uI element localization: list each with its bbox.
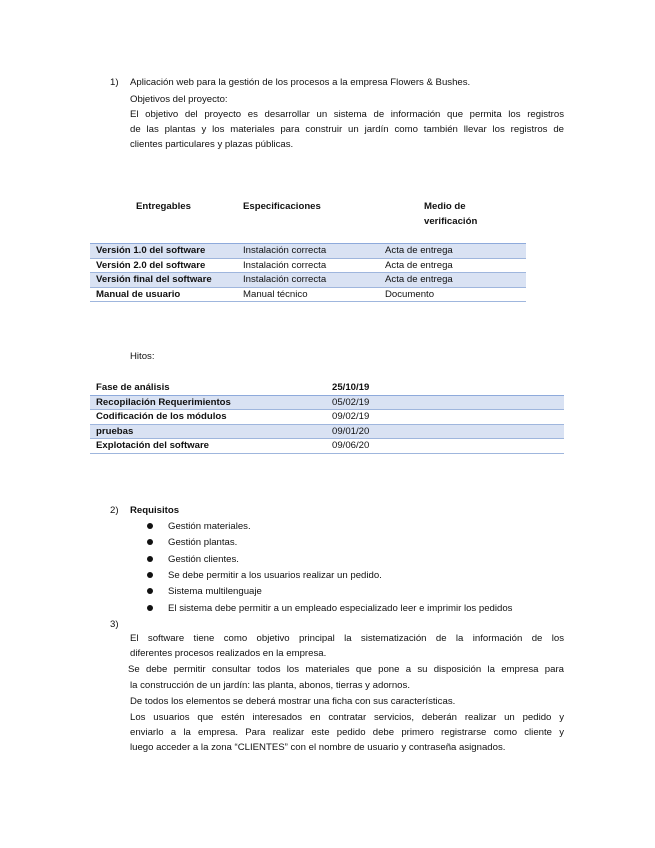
bullet-icon xyxy=(147,605,153,611)
bullet-icon xyxy=(147,539,153,545)
objective-line-2: de las plantas y los materiales para construir un jardín como también llevar los registros de xyxy=(130,124,564,135)
phase-cell: Codificación de los módulos xyxy=(90,410,326,425)
section-3-line-2: diferentes procesos realizados en la empresa. xyxy=(130,648,327,659)
spec-cell: Instalación correcta xyxy=(237,244,379,259)
requirement-item: El sistema debe permitir a un empleado especializado leer e imprimir los pedidos xyxy=(168,603,513,614)
deliverables-table xyxy=(90,243,526,302)
requirement-item: Gestión clientes. xyxy=(168,554,239,565)
verification-cell: Acta de entrega xyxy=(379,244,526,259)
milestones-label: Hitos: xyxy=(130,351,155,362)
bullet-icon xyxy=(147,572,153,578)
bullet-icon xyxy=(147,556,153,562)
requirement-item: Gestión plantas. xyxy=(168,537,238,548)
spec-cell: Manual técnico xyxy=(237,287,379,302)
bullet-icon xyxy=(147,588,153,594)
milestones-header-row xyxy=(90,381,564,395)
phase-cell: Explotación del software xyxy=(90,439,326,454)
deliverable-cell: Versión final del software xyxy=(90,273,237,288)
table-row xyxy=(90,410,564,425)
table-row xyxy=(90,273,526,288)
section-3-line-6: Los usuarios que estén interesados en contratar servicios, deberán realizar un pedido y xyxy=(130,712,564,723)
phase-cell: Recopilación Requerimientos xyxy=(90,395,326,410)
deliverable-cell: Versión 1.0 del software xyxy=(90,244,237,259)
header-verification-line-1: Medio de xyxy=(424,201,466,212)
header-verification-line-2: verificación xyxy=(424,216,478,227)
table-row xyxy=(90,244,526,259)
requirement-item: Se debe permitir a los usuarios realizar un pedido. xyxy=(168,570,382,581)
date-cell: 09/02/19 xyxy=(326,410,564,425)
objectives-label: Objetivos del proyecto: xyxy=(130,94,228,105)
section-2-title: Requisitos xyxy=(130,505,180,516)
table-row xyxy=(90,439,564,454)
section-3-line-8: luego acceder a la zona “CLIENTES” con el nombre de usuario y contraseña asignados. xyxy=(130,742,506,753)
header-specifications: Especificaciones xyxy=(243,201,321,212)
section-3-line-4: la construcción de un jardín: las planta, abonos, tierras y adornos. xyxy=(130,680,410,691)
requirement-item: Sistema multilenguaje xyxy=(168,586,262,597)
date-cell: 09/06/20 xyxy=(326,439,564,454)
table-row xyxy=(90,395,564,410)
section-1-title: Aplicación web para la gestión de los procesos a la empresa Flowers & Bushes. xyxy=(130,77,471,88)
table-row xyxy=(90,424,564,439)
section-1-number: 1) xyxy=(110,77,119,88)
date-header: 25/10/19 xyxy=(326,381,564,395)
table-row xyxy=(90,258,526,273)
milestones-table xyxy=(90,381,564,454)
objective-line-1: El objetivo del proyecto es desarrollar un sistema de información que permita los registros xyxy=(130,109,564,120)
phase-header: Fase de análisis xyxy=(90,381,326,395)
spec-cell: Instalación correcta xyxy=(237,273,379,288)
verification-cell: Documento xyxy=(379,287,526,302)
section-3-line-5: De todos los elementos se deberá mostrar una ficha con sus características. xyxy=(130,696,456,707)
date-cell: 05/02/19 xyxy=(326,395,564,410)
table-row xyxy=(90,287,526,302)
deliverable-cell: Manual de usuario xyxy=(90,287,237,302)
objective-line-3: clientes particulares y plazas públicas. xyxy=(130,139,294,150)
section-3-number: 3) xyxy=(110,619,119,630)
verification-cell: Acta de entrega xyxy=(379,273,526,288)
section-2-number: 2) xyxy=(110,505,119,516)
section-3-line-3: Se debe permitir consultar todos los materiales que pone a su disposición la empresa para xyxy=(128,664,564,675)
verification-cell: Acta de entrega xyxy=(379,258,526,273)
deliverable-cell: Versión 2.0 del software xyxy=(90,258,237,273)
bullet-icon xyxy=(147,523,153,529)
phase-cell: pruebas xyxy=(90,424,326,439)
spec-cell: Instalación correcta xyxy=(237,258,379,273)
requirement-item: Gestión materiales. xyxy=(168,521,251,532)
date-cell: 09/01/20 xyxy=(326,424,564,439)
section-3-line-1: El software tiene como objetivo principal la sistematización de la información de los xyxy=(130,633,564,644)
header-deliverables: Entregables xyxy=(136,201,191,212)
section-3-line-7: enviarlo a la empresa. Para realizar este pedido debe primero registrarse como cliente y xyxy=(130,727,564,738)
